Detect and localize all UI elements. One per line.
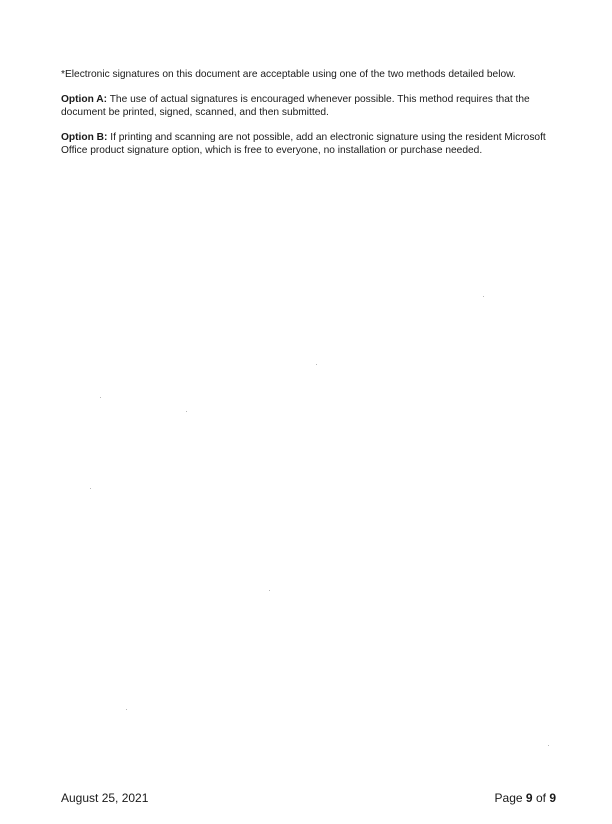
- scan-speck: [186, 411, 187, 412]
- scan-speck: [269, 590, 270, 591]
- page-total: 9: [549, 791, 556, 805]
- page-current: 9: [525, 791, 533, 805]
- scan-speck: [100, 397, 101, 398]
- page-body: [61, 68, 561, 169]
- page-number: [495, 791, 556, 805]
- scan-speck: [90, 488, 91, 489]
- page-prefix: Page: [494, 791, 523, 805]
- scan-speck: [483, 296, 484, 297]
- option-b-label: Option B:: [61, 131, 108, 143]
- scan-speck: [126, 709, 127, 710]
- option-a-label: Option A:: [61, 93, 108, 105]
- option-b-text: If printing and scanning are not possible, add an electronic signature using the resident Microsoft Office product signature option, which is free to everyone, no installation or purchase needed.: [61, 131, 546, 156]
- electronic-signature-note: *Electronic signatures on this document are acceptable using one of the two methods detailed below.: [61, 69, 516, 80]
- footer-date: August 25, 2021: [61, 791, 149, 805]
- option-b-paragraph: [61, 131, 561, 158]
- scan-speck: [316, 364, 317, 365]
- option-a-paragraph: [61, 93, 561, 120]
- page-separator: of: [535, 791, 546, 805]
- option-a-text: The use of actual signatures is encouraged whenever possible. This method requires that the document be printed, signed, scanned, and then submitted.: [61, 93, 530, 118]
- scan-speck: [548, 745, 549, 746]
